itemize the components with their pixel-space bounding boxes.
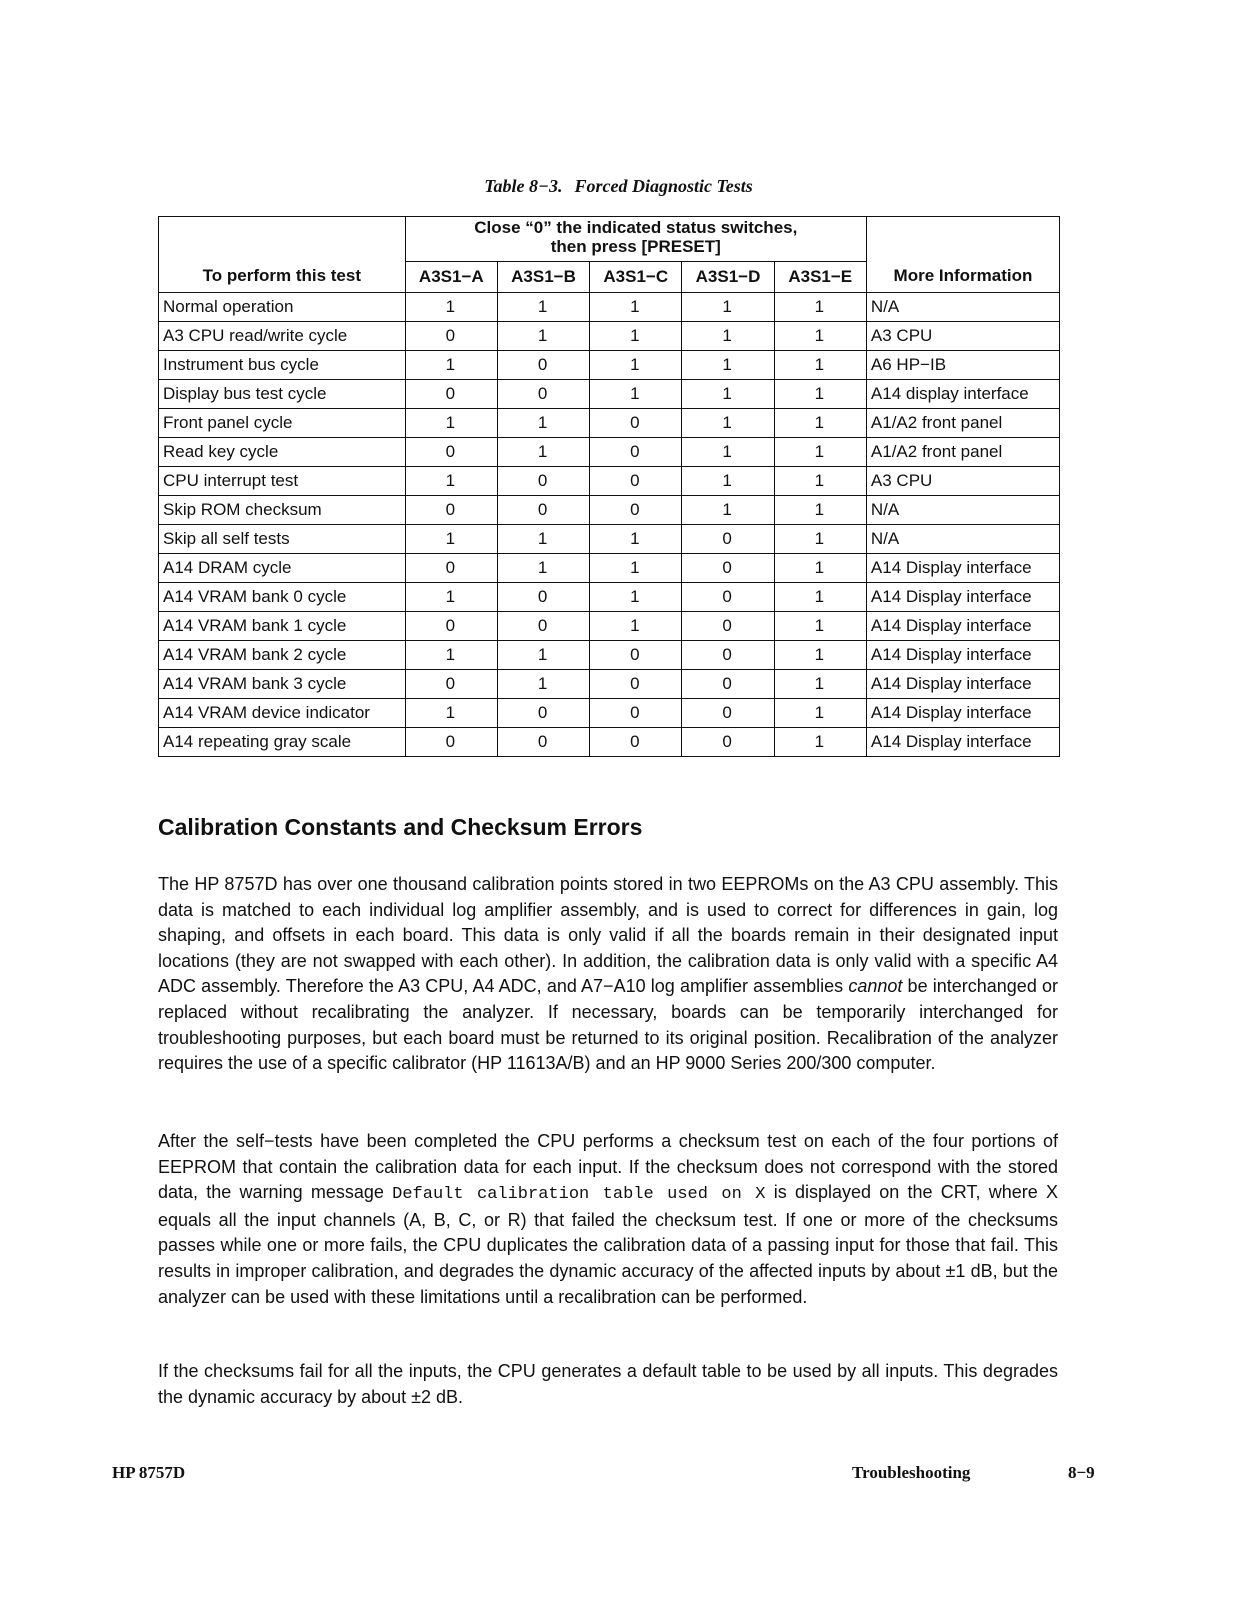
switch-b-cell: 1 <box>497 409 589 438</box>
switch-e-cell: 1 <box>774 467 866 496</box>
more-info-cell: N/A <box>866 293 1059 322</box>
switch-e-cell: 1 <box>774 641 866 670</box>
switch-c-cell: 1 <box>590 525 682 554</box>
switch-e-cell: 1 <box>774 351 866 380</box>
test-name-cell: A14 DRAM cycle <box>159 554 406 583</box>
paragraph-1-emphasis: cannot <box>848 976 903 997</box>
switch-c-cell: 1 <box>590 351 682 380</box>
switch-a-cell: 1 <box>405 409 497 438</box>
switch-d-cell: 0 <box>682 525 774 554</box>
switch-b-cell: 1 <box>497 322 589 351</box>
switch-e-cell: 1 <box>774 496 866 525</box>
switch-e-cell: 1 <box>774 670 866 699</box>
header-switch-d: A3S1−D <box>682 262 774 293</box>
header-info: More Information <box>866 262 1059 293</box>
test-name-cell: Skip all self tests <box>159 525 406 554</box>
table-row <box>159 641 1060 670</box>
table-caption-text: Forced Diagnostic Tests <box>574 176 753 196</box>
switch-b-cell: 0 <box>497 612 589 641</box>
switch-a-cell: 1 <box>405 467 497 496</box>
test-name-cell: Read key cycle <box>159 438 406 467</box>
header-switch-instructions <box>405 217 866 262</box>
more-info-cell: N/A <box>866 525 1059 554</box>
table-row <box>159 728 1060 757</box>
switch-b-cell: 0 <box>497 467 589 496</box>
switch-c-cell: 1 <box>590 380 682 409</box>
table-row <box>159 293 1060 322</box>
table-row <box>159 670 1060 699</box>
test-name-cell: A14 VRAM bank 0 cycle <box>159 583 406 612</box>
switch-d-cell: 1 <box>682 322 774 351</box>
more-info-cell: A14 Display interface <box>866 612 1059 641</box>
table-row <box>159 438 1060 467</box>
more-info-cell: A1/A2 front panel <box>866 438 1059 467</box>
forced-diagnostic-tests-table <box>158 216 1060 757</box>
switch-a-cell: 0 <box>405 496 497 525</box>
paragraph-1-part-b: be interchanged or replaced without recalibrating the analyzer. If necessary, boards can be temporarily interchanged for troubleshooting purposes, but each board must be returned to its original position. Recalibration of the analyzer requires the use of a specific calibrator (HP 11613A/B) and an HP 9000 Series 200/300 computer. <box>158 976 1058 1074</box>
table-row <box>159 409 1060 438</box>
test-name-cell: A14 VRAM bank 3 cycle <box>159 670 406 699</box>
switch-a-cell: 1 <box>405 641 497 670</box>
test-name-cell: Front panel cycle <box>159 409 406 438</box>
test-name-cell: A14 repeating gray scale <box>159 728 406 757</box>
footer-chapter: Troubleshooting <box>852 1463 971 1482</box>
switch-d-cell: 0 <box>682 612 774 641</box>
switch-e-cell: 1 <box>774 612 866 641</box>
switch-a-cell: 1 <box>405 293 497 322</box>
switch-c-cell: 0 <box>590 670 682 699</box>
switch-e-cell: 1 <box>774 554 866 583</box>
more-info-cell: A14 Display interface <box>866 583 1059 612</box>
switch-a-cell: 0 <box>405 438 497 467</box>
switch-d-cell: 0 <box>682 554 774 583</box>
switch-a-cell: 0 <box>405 380 497 409</box>
paragraph-1-part-a: The HP 8757D has over one thousand calibration points stored in two EEPROMs on the A3 CPU assembly. This data is matched to each individual log amplifier assembly, and is used to correct for differences in gain, log shaping, and offsets in each board. This data is only valid if all the boards remain in their designated input locations (they are not swapped with each other). In addition, the calibration data is only valid with a specific A4 ADC assembly. Therefore the A3 CPU, A4 ADC, and A7−A10 log amplifier assemblies <box>158 874 1058 997</box>
switch-b-cell: 0 <box>497 351 589 380</box>
test-name-cell: Display bus test cycle <box>159 380 406 409</box>
table-row <box>159 467 1060 496</box>
switch-e-cell: 1 <box>774 293 866 322</box>
table-row <box>159 496 1060 525</box>
switch-c-cell: 1 <box>590 554 682 583</box>
switch-c-cell: 1 <box>590 583 682 612</box>
switch-c-cell: 1 <box>590 322 682 351</box>
switch-a-cell: 1 <box>405 699 497 728</box>
switch-a-cell: 0 <box>405 728 497 757</box>
paragraph-2-part-b: is displayed on the CRT, where X equals all the input channels (A, B, C, or R) that failed the checksum test. If one or more of the checksums passes while one or more fails, the CPU duplicates the calibration data of a passing input for those that fail. This results in improper calibration, and degrades the dynamic accuracy of the affected inputs by about ±1 dB, but the analyzer can be used with these limitations until a recalibration can be performed. <box>158 1182 1059 1307</box>
header-test: To perform this test <box>159 262 406 293</box>
more-info-cell: N/A <box>866 496 1059 525</box>
switch-d-cell: 0 <box>682 670 774 699</box>
switch-e-cell: 1 <box>774 699 866 728</box>
switch-d-cell: 0 <box>682 728 774 757</box>
section-heading: Calibration Constants and Checksum Errors <box>158 814 643 840</box>
switch-b-cell: 1 <box>497 293 589 322</box>
test-name-cell: CPU interrupt test <box>159 467 406 496</box>
table-row <box>159 554 1060 583</box>
switch-b-cell: 1 <box>497 438 589 467</box>
switch-a-cell: 0 <box>405 554 497 583</box>
switch-b-cell: 1 <box>497 641 589 670</box>
switch-b-cell: 1 <box>497 554 589 583</box>
footer-page-number: 8−9 <box>1068 1463 1095 1482</box>
switch-d-cell: 1 <box>682 467 774 496</box>
test-name-cell: Instrument bus cycle <box>159 351 406 380</box>
switch-d-cell: 0 <box>682 699 774 728</box>
table-row <box>159 612 1060 641</box>
table-caption <box>0 176 1237 197</box>
switch-d-cell: 1 <box>682 293 774 322</box>
switch-e-cell: 1 <box>774 583 866 612</box>
switch-d-cell: 1 <box>682 351 774 380</box>
test-name-cell: A14 VRAM bank 1 cycle <box>159 612 406 641</box>
header-switch-a: A3S1−A <box>405 262 497 293</box>
test-name-cell: Skip ROM checksum <box>159 496 406 525</box>
header-blank-info <box>866 217 1059 262</box>
footer-model: HP 8757D <box>112 1463 186 1482</box>
test-name-cell: A3 CPU read/write cycle <box>159 322 406 351</box>
table-row <box>159 351 1060 380</box>
header-switch-line1: Close “0” the indicated status switches, <box>474 218 798 237</box>
paragraph-3: If the checksums fail for all the inputs, the CPU generates a default table to be used by all inputs. This degrades the dynamic accuracy by about ±2 dB. <box>158 1361 1058 1407</box>
switch-b-cell: 0 <box>497 699 589 728</box>
more-info-cell: A14 Display interface <box>866 699 1059 728</box>
switch-a-cell: 1 <box>405 351 497 380</box>
switch-c-cell: 0 <box>590 699 682 728</box>
switch-c-cell: 1 <box>590 293 682 322</box>
switch-c-cell: 0 <box>590 467 682 496</box>
test-name-cell: A14 VRAM device indicator <box>159 699 406 728</box>
table-caption-number: Table 8−3. <box>484 176 563 196</box>
switch-c-cell: 0 <box>590 641 682 670</box>
switch-a-cell: 0 <box>405 670 497 699</box>
paragraph-2 <box>158 1129 1058 1310</box>
switch-c-cell: 0 <box>590 496 682 525</box>
header-switch-e: A3S1−E <box>774 262 866 293</box>
switch-d-cell: 1 <box>682 409 774 438</box>
switch-c-cell: 1 <box>590 612 682 641</box>
paragraph-2-part-a: After the self−tests have been completed the CPU performs a checksum test on each of the four portions of EEPROM that contain the calibration data for each input. If the checksum does not correspond with the stored data, the warning message <box>158 1131 1058 1203</box>
switch-e-cell: 1 <box>774 525 866 554</box>
switch-c-cell: 0 <box>590 438 682 467</box>
switch-b-cell: 0 <box>497 583 589 612</box>
switch-d-cell: 0 <box>682 641 774 670</box>
switch-a-cell: 1 <box>405 525 497 554</box>
warning-message-code: Default calibration table used on X <box>392 1185 766 1205</box>
switch-e-cell: 1 <box>774 728 866 757</box>
switch-d-cell: 1 <box>682 496 774 525</box>
switch-d-cell: 1 <box>682 438 774 467</box>
table-row <box>159 322 1060 351</box>
switch-c-cell: 0 <box>590 728 682 757</box>
header-switch-b: A3S1−B <box>497 262 589 293</box>
switch-b-cell: 0 <box>497 728 589 757</box>
paragraph-1 <box>158 872 1058 1077</box>
more-info-cell: A1/A2 front panel <box>866 409 1059 438</box>
switch-b-cell: 0 <box>497 380 589 409</box>
more-info-cell: A14 display interface <box>866 380 1059 409</box>
table-row <box>159 583 1060 612</box>
switch-e-cell: 1 <box>774 409 866 438</box>
switch-a-cell: 0 <box>405 612 497 641</box>
more-info-cell: A14 Display interface <box>866 728 1059 757</box>
header-switch-line2: then press [PRESET] <box>550 236 721 256</box>
table-row <box>159 699 1060 728</box>
switch-d-cell: 1 <box>682 380 774 409</box>
switch-b-cell: 0 <box>497 496 589 525</box>
more-info-cell: A14 Display interface <box>866 554 1059 583</box>
switch-e-cell: 1 <box>774 380 866 409</box>
more-info-cell: A6 HP−IB <box>866 351 1059 380</box>
more-info-cell: A14 Display interface <box>866 641 1059 670</box>
table-row <box>159 525 1060 554</box>
table-row <box>159 380 1060 409</box>
more-info-cell: A3 CPU <box>866 467 1059 496</box>
switch-e-cell: 1 <box>774 438 866 467</box>
test-name-cell: Normal operation <box>159 293 406 322</box>
more-info-cell: A3 CPU <box>866 322 1059 351</box>
switch-e-cell: 1 <box>774 322 866 351</box>
header-blank-test <box>159 217 406 262</box>
test-name-cell: A14 VRAM bank 2 cycle <box>159 641 406 670</box>
header-switch-c: A3S1−C <box>590 262 682 293</box>
switch-a-cell: 1 <box>405 583 497 612</box>
switch-b-cell: 1 <box>497 525 589 554</box>
switch-b-cell: 1 <box>497 670 589 699</box>
switch-d-cell: 0 <box>682 583 774 612</box>
switch-c-cell: 0 <box>590 409 682 438</box>
table-body <box>159 293 1060 757</box>
more-info-cell: A14 Display interface <box>866 670 1059 699</box>
switch-a-cell: 0 <box>405 322 497 351</box>
